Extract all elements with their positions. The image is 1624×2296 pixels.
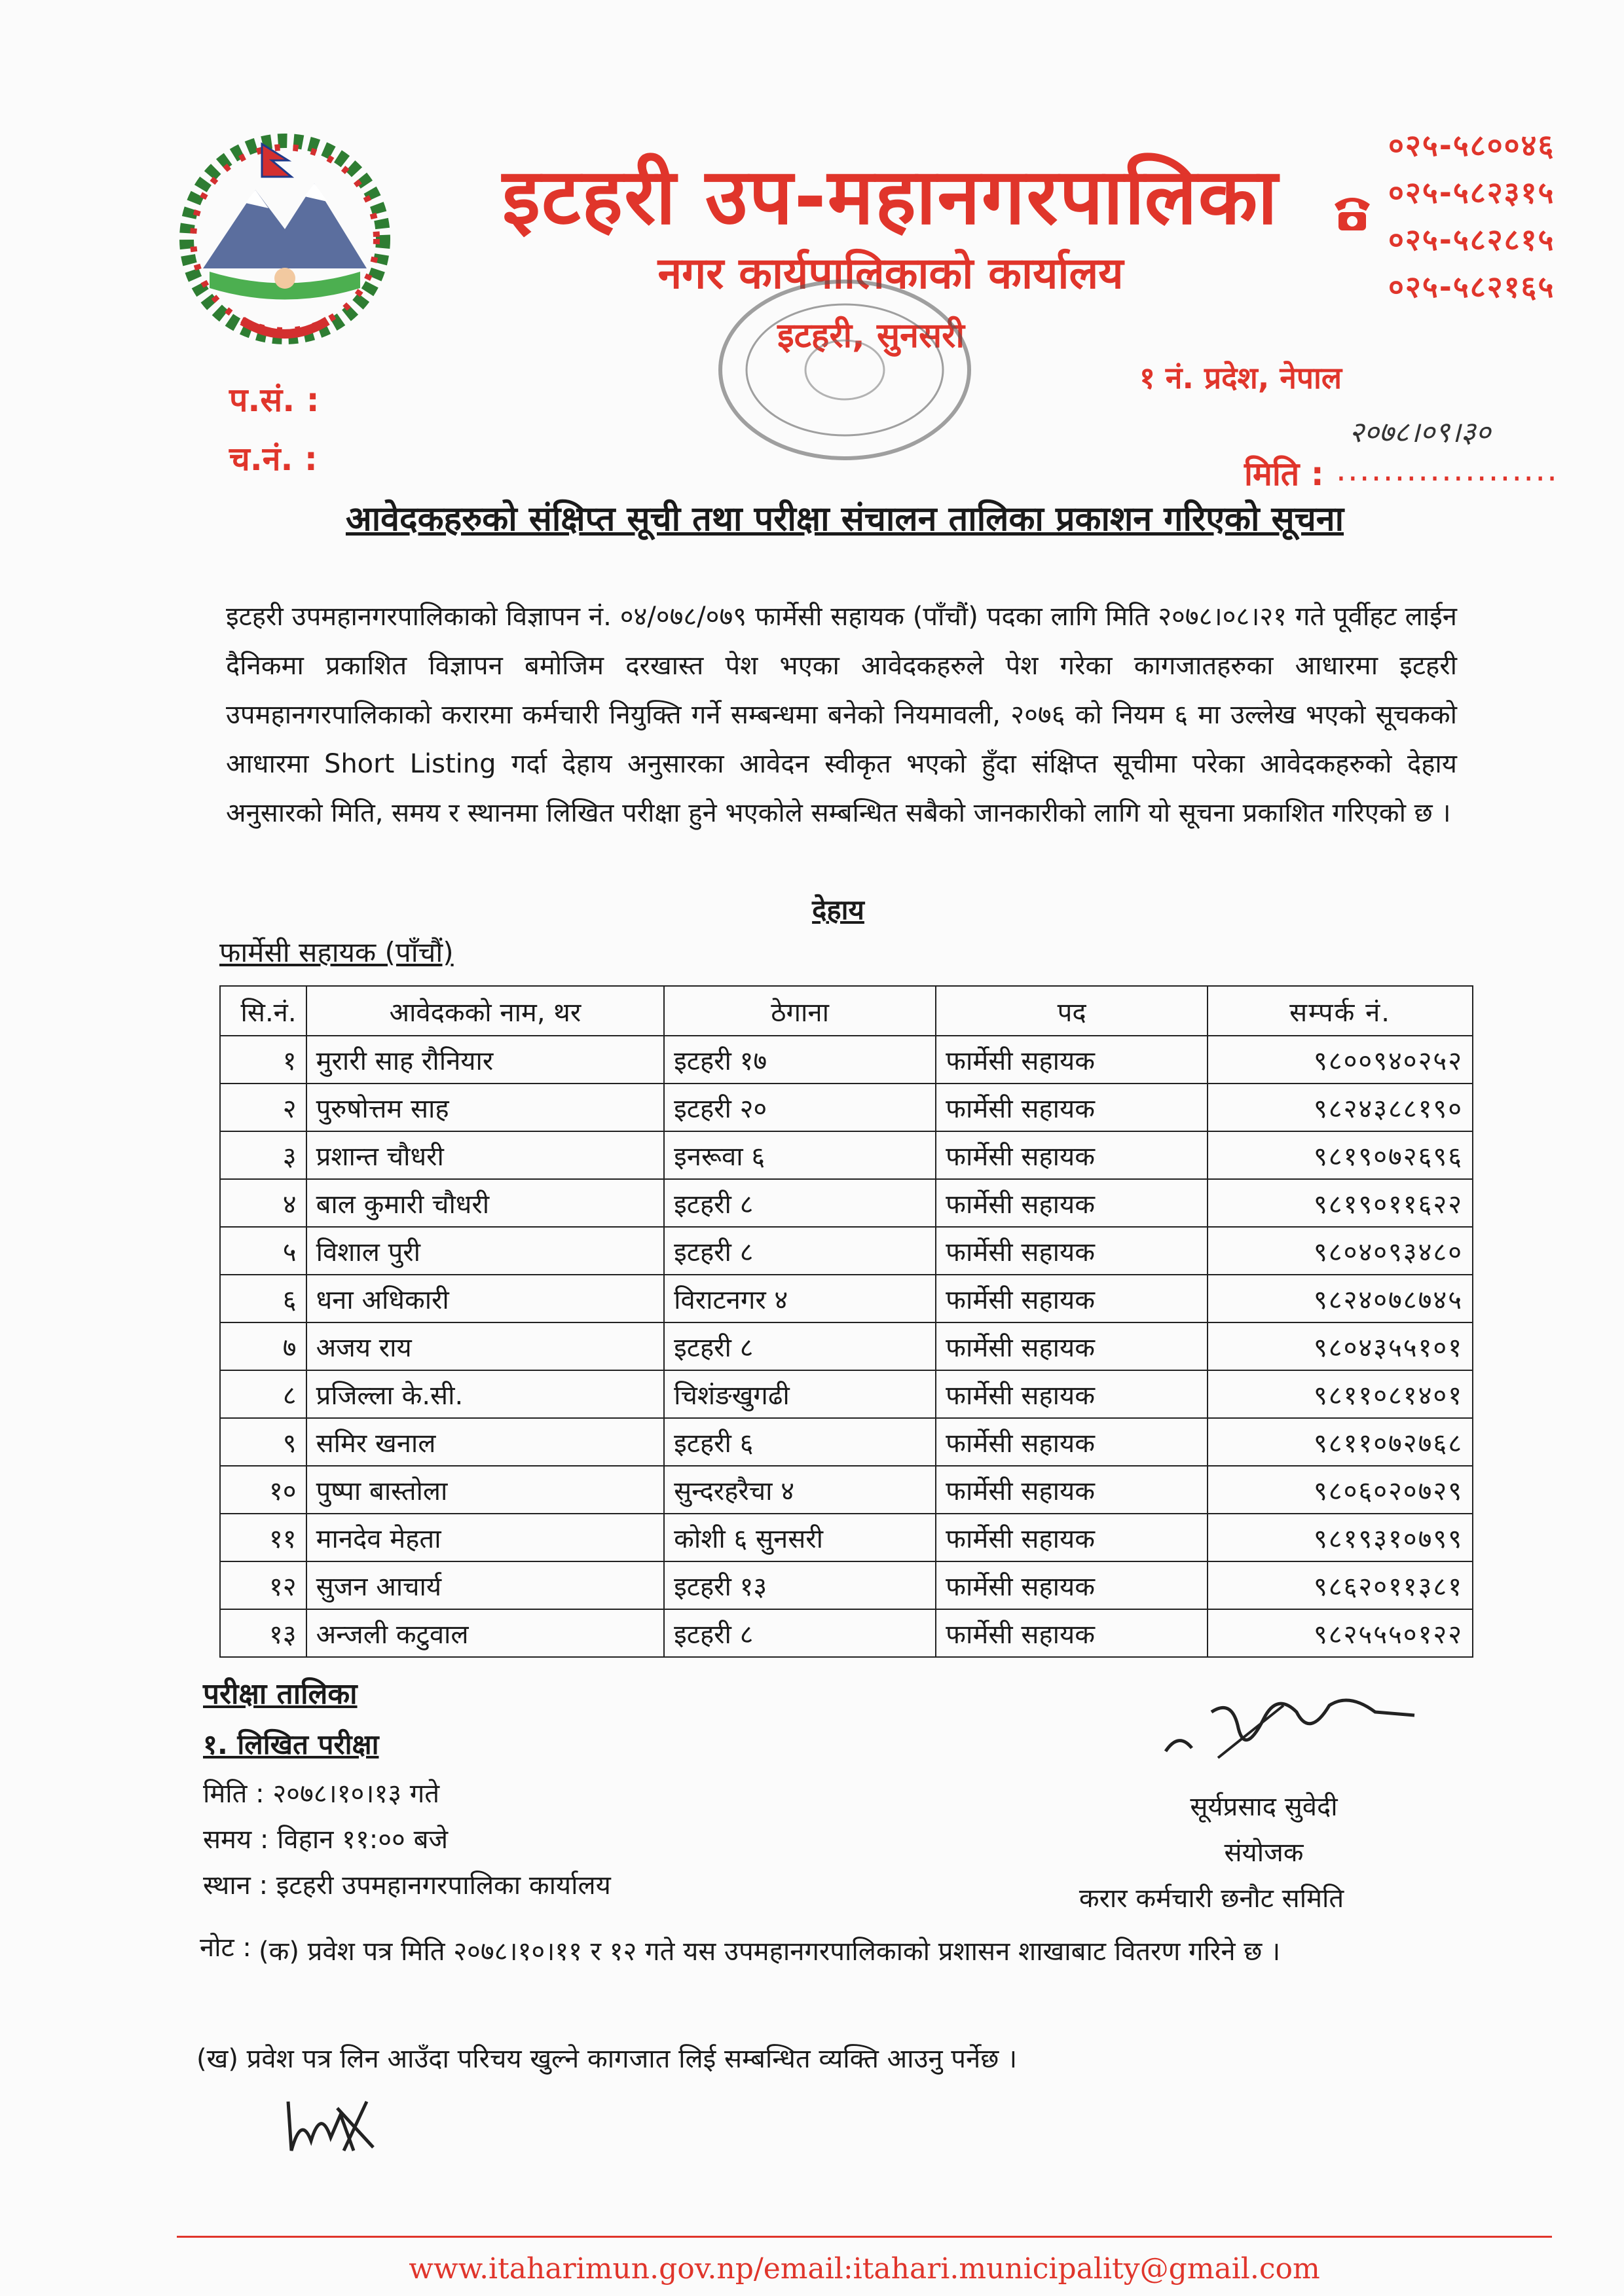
address-cell: इटहरी ८ [664,1609,936,1657]
post-cell: फार्मेसी सहायक [936,1561,1208,1609]
post-cell: फार्मेसी सहायक [936,1179,1208,1227]
address-cell: कोशी ६ सुनसरी [664,1514,936,1561]
org-name: इटहरी उप-महानगरपालिका [502,151,1279,242]
table-row [220,1322,1473,1370]
address-cell: इटहरी ८ [664,1227,936,1275]
serial-number-cell: १२ [220,1561,306,1609]
post-cell: फार्मेसी सहायक [936,1370,1208,1418]
table-row [220,1036,1473,1084]
exam-time: समय : विहान ११:०० बजे [203,1825,449,1855]
serial-number-cell: ५ [220,1227,306,1275]
post-cell: फार्मेसी सहायक [936,1275,1208,1322]
column-header: आवेदकको नाम, थर [306,986,665,1036]
applicant-name-cell: धना अधिकारी [306,1275,665,1322]
contact-number-cell: ९८२४३८८१९० [1208,1084,1473,1131]
table-row [220,1084,1473,1131]
address-cell: सुन्दरहरैचा ४ [664,1466,936,1514]
post-cell: फार्मेसी सहायक [936,1609,1208,1657]
address-cell: इटहरी ८ [664,1179,936,1227]
applicant-name-cell: मुरारी साह रौनियार [306,1036,665,1084]
office-name: नगर कार्यपालिकाको कार्यालय [657,248,1124,299]
applicant-name-cell: पुष्पा बास्तोला [306,1466,665,1514]
reference-number-label: प.सं. : [229,381,320,419]
contact-number-cell: ९८००९४०२५२ [1208,1036,1473,1084]
address-cell: इटहरी ६ [664,1418,936,1466]
table-row [220,1514,1473,1561]
nepal-emblem-icon [164,131,406,354]
post-cell: फार्मेसी सहायक [936,1466,1208,1514]
contact-number-cell: ९८१९०११६२२ [1208,1179,1473,1227]
date-label: मिति : [1244,455,1324,493]
table-row [220,1466,1473,1514]
contact-number-cell: ९८११०८१४०१ [1208,1370,1473,1418]
applicant-name-cell: बाल कुमारी चौधरी [306,1179,665,1227]
section-label: देहाय [812,894,864,926]
footer-divider [177,2236,1552,2238]
candidate-table [219,985,1473,1658]
province-label: १ नं. प्रदेश, नेपाल [1139,360,1342,395]
initials-signature-icon [275,2088,380,2160]
table-header-row [220,986,1473,1036]
contact-number-cell: ९८२४०७८७४५ [1208,1275,1473,1322]
serial-number-cell: ३ [220,1131,306,1179]
table-row [220,1609,1473,1657]
office-stamp-icon [707,268,982,471]
date-dotted-line: ................... [1336,450,1559,488]
table-row [220,1227,1473,1275]
contact-number-cell: ९८१९३१०७९९ [1208,1514,1473,1561]
applicant-name-cell: सुजन आचार्य [306,1561,665,1609]
contact-number-cell: ९८११०७२७६८ [1208,1418,1473,1466]
exam-schedule-heading: परीक्षा तालिका [203,1677,358,1711]
address-cell: इटहरी १७ [664,1036,936,1084]
table-row [220,1275,1473,1322]
phone-number-4: ०२५-५८२१६५ [1388,269,1555,304]
signatory-committee: करार कर्मचारी छनौट समिति [1079,1884,1344,1914]
address-cell: इटहरी २० [664,1084,936,1131]
address-cell: इटहरी ८ [664,1322,936,1370]
post-cell: फार्मेसी सहायक [936,1418,1208,1466]
column-header: सम्पर्क नं. [1208,986,1473,1036]
table-row [220,1370,1473,1418]
applicant-name-cell: प्रजिल्ला के.सी. [306,1370,665,1418]
serial-number-cell: १ [220,1036,306,1084]
notice-body: इटहरी उपमहानगरपालिकाको विज्ञापन नं. ०४/०७८/०७९ फार्मेसी सहायक (पाँचौं) पदका लागि मिति २०७८।०८।२१ गते पूर्वीहट लाईन दैनिकमा प्रकाशित विज्ञापन बमोजिम दरखास्त पेश भएका आवेदकहरुले पेश गरेका कागजातहरुका आधारमा इटहरी उपमहानगरपालिकाको करारमा कर्मचारी नियुक्ति गर्ने सम्बन्धमा बनेको नियमावली, २०७६ को नियम ६ मा उल्लेख भएको सूचकको आधारमा Short Listing गर्दा देहाय अनुसारका आवेदन स्वीकृत भएको हुँदा संक्षिप्त सूचीमा परेका आवेदकहरुको देहाय अनुसारको मिति, समय र स्थानमा लिखित परीक्षा हुने भएकोले सम्बन्धित सबैको जानकारीको लागि यो सूचना प्रकाशित गरिएको छ । [226,602,1457,828]
contact-number-cell: ९८२५५५०१२२ [1208,1609,1473,1657]
address-cell: विराटनगर ४ [664,1275,936,1322]
telephone-icon [1329,190,1375,236]
post-cell: फार्मेसी सहायक [936,1227,1208,1275]
notice-subject: आवेदकहरुको संक्षिप्त सूची तथा परीक्षा संचालन तालिका प्रकाशन गरिएको सूचना [345,500,1344,539]
column-header: ठेगाना [664,986,936,1036]
note-label: नोट : [200,1933,251,1963]
phone-number-3: ०२५-५८२८१५ [1388,222,1555,257]
contact-number-cell: ९८०४०९३४८० [1208,1227,1473,1275]
table-body [220,1036,1473,1657]
contact-number-cell: ९८०६०२०७२९ [1208,1466,1473,1514]
exam-date: मिति : २०७८।१०।१३ गते [203,1779,440,1809]
address-cell: चिशंङखुगढी [664,1370,936,1418]
footer-contact: www.itaharimun.gov.np/email:itahari.municipality@gmail.com [409,2252,1320,2286]
column-header: पद [936,986,1208,1036]
serial-number-cell: ११ [220,1514,306,1561]
applicant-name-cell: विशाल पुरी [306,1227,665,1275]
applicant-name-cell: समिर खनाल [306,1418,665,1466]
phone-number-1: ०२५-५८००४६ [1388,128,1555,163]
dispatch-number-label: च.नं. : [229,440,318,478]
serial-number-cell: ६ [220,1275,306,1322]
signatory-role: संयोजक [1224,1838,1304,1868]
applicant-name-cell: प्रशान्त चौधरी [306,1131,665,1179]
serial-number-cell: १० [220,1466,306,1514]
table-row [220,1561,1473,1609]
applicant-name-cell: पुरुषोत्तम साह [306,1084,665,1131]
table-row [220,1179,1473,1227]
serial-number-cell: ७ [220,1322,306,1370]
applicant-name-cell: अन्जली कटुवाल [306,1609,665,1657]
post-cell: फार्मेसी सहायक [936,1322,1208,1370]
address-cell: इनरूवा ६ [664,1131,936,1179]
exam-venue: स्थान : इटहरी उपमहानगरपालिका कार्यालय [203,1870,611,1901]
serial-number-cell: ८ [220,1370,306,1418]
post-cell: फार्मेसी सहायक [936,1514,1208,1561]
post-cell: फार्मेसी सहायक [936,1131,1208,1179]
applicant-name-cell: मानदेव मेहता [306,1514,665,1561]
table-row [220,1418,1473,1466]
note-a: (क) प्रवेश पत्र मिति २०७८।१०।११ र १२ गते यस उपमहानगरपालिकाको प्रशासन शाखाबाट वितरण गरिने छ । [259,1937,1281,1967]
serial-number-cell: ९ [220,1418,306,1466]
signatory-name: सूर्यप्रसाद सुवेदी [1190,1792,1338,1822]
signature-icon [1153,1686,1428,1764]
post-heading: फार्मेसी सहायक (पाँचौं) [219,936,454,968]
written-exam-heading: १. लिखित परीक्षा [203,1728,379,1760]
applicant-name-cell: अजय राय [306,1322,665,1370]
contact-number-cell: ९८०४३५५१०१ [1208,1322,1473,1370]
serial-number-cell: २ [220,1084,306,1131]
column-header: सि.नं. [220,986,306,1036]
phone-number-2: ०२५-५८२३१५ [1388,175,1555,210]
handwritten-date: २०७८।०९।३० [1349,416,1491,449]
post-cell: फार्मेसी सहायक [936,1036,1208,1084]
contact-number-cell: ९८१९०७२६९६ [1208,1131,1473,1179]
serial-number-cell: १३ [220,1609,306,1657]
serial-number-cell: ४ [220,1179,306,1227]
contact-number-cell: ९८६२०११३८१ [1208,1561,1473,1609]
note-b: (ख) प्रवेश पत्र लिन आउँदा परिचय खुल्ने कागजात लिई सम्बन्धित व्यक्ति आउनु पर्नेछ । [196,2044,1018,2074]
table-row [220,1131,1473,1179]
post-cell: फार्मेसी सहायक [936,1084,1208,1131]
office-location: इटहरी, सुनसरी [777,316,965,355]
address-cell: इटहरी १३ [664,1561,936,1609]
